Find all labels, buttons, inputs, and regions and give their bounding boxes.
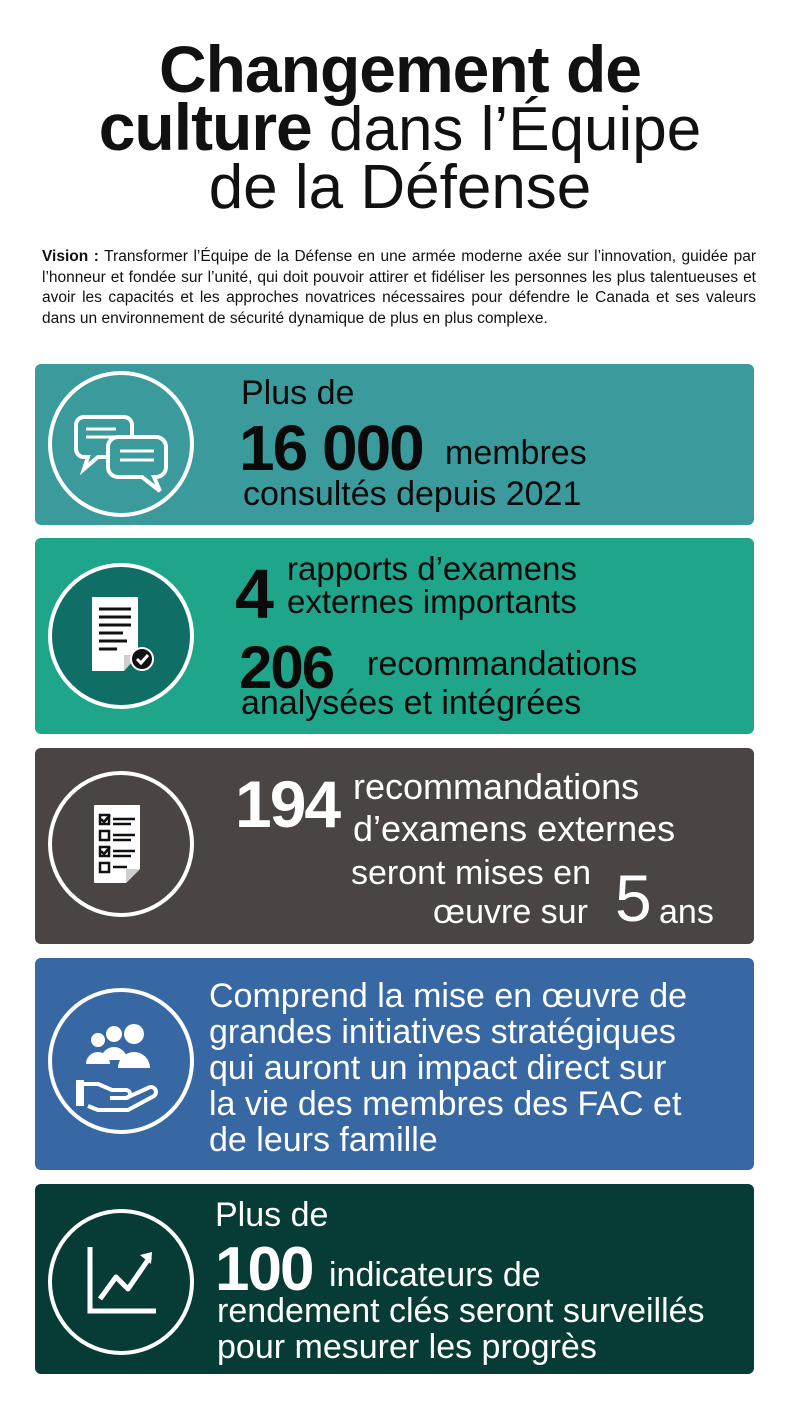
indicators-number: 100 [215,1235,313,1304]
indicators-icon-circle [48,1209,194,1355]
indicators-text-b: rendement clés seront surveillés [217,1292,705,1330]
implementation-text-a: recommandations [353,766,640,807]
checklist-icon [52,775,190,913]
initiatives-line: de leurs famille [209,1121,438,1159]
implementation-years: 5 [615,861,652,935]
reports-text-2a: recommandations [367,645,638,683]
initiatives-line: Comprend la mise en œuvre de [209,977,688,1015]
vision-statement [42,247,756,329]
initiatives-icon-circle [48,988,194,1134]
indicators-text-c: pour mesurer les progrès [217,1328,597,1366]
implementation-panel [35,748,754,944]
initiatives-line: qui auront un impact direct sur [209,1049,667,1087]
initiatives-text [209,978,749,1158]
reports-icon-circle [48,563,194,709]
title-line-2 [0,90,800,164]
initiatives-line: grandes initiatives stratégiques [209,1013,676,1051]
trend-chart-icon [52,1213,190,1351]
document-check-icon [52,567,190,705]
initiatives-line: la vie des membres des FAC et [209,1085,682,1123]
reports-text-1b: externes importants [287,583,577,620]
people-hand-icon [52,992,190,1130]
implementation-number: 194 [235,767,340,841]
reports-panel [35,538,754,734]
title-line-1: Changement de [158,32,642,106]
implementation-text-b: d’examens externes [353,808,676,849]
consultations-panel [35,364,754,525]
consultations-unit: membres [445,434,587,472]
implementation-years-unit: ans [659,893,714,931]
page-title [0,32,800,222]
indicators-panel [35,1184,754,1374]
title-line-3: de la Défense [208,153,592,222]
reports-number-2: 206 [239,634,334,701]
title-line-2-rest: dans l’Équipe [311,95,702,164]
consultations-number: 16 000 [239,412,423,484]
reports-number-1: 4 [235,555,272,633]
indicators-prefix: Plus de [215,1196,329,1234]
initiatives-panel [35,958,754,1170]
consultations-prefix: Plus de [241,374,355,412]
reports-text-2b: analysées et intégrées [241,684,582,722]
indicators-text-a: indicateurs de [329,1256,541,1294]
chat-bubbles-icon [52,375,190,513]
title-bold-word: culture [98,90,312,164]
implementation-text-d: œuvre sur [433,893,588,931]
implementation-icon-circle [48,771,194,917]
vision-text: Transformer l’Équipe de la Défense en une armée moderne axée sur l’innovation, guidée par l’honneur et fondée sur l’unité, qui doit pouvoir attirer et fidéliser les personnes les plus talentueuses et avoir les capacités et les approches novatrices nécessaires pour défendre le Canada et ses valeurs dans un environnement de sécurité dynamique de plus en plus complexe. [42,248,756,327]
reports-text-1a: rapports d’examens [287,550,577,587]
consultations-icon-circle [48,371,194,517]
vision-label: Vision : [42,248,99,265]
implementation-text-c: seront mises en [351,854,591,892]
consultations-suffix: consultés depuis 2021 [243,475,582,513]
